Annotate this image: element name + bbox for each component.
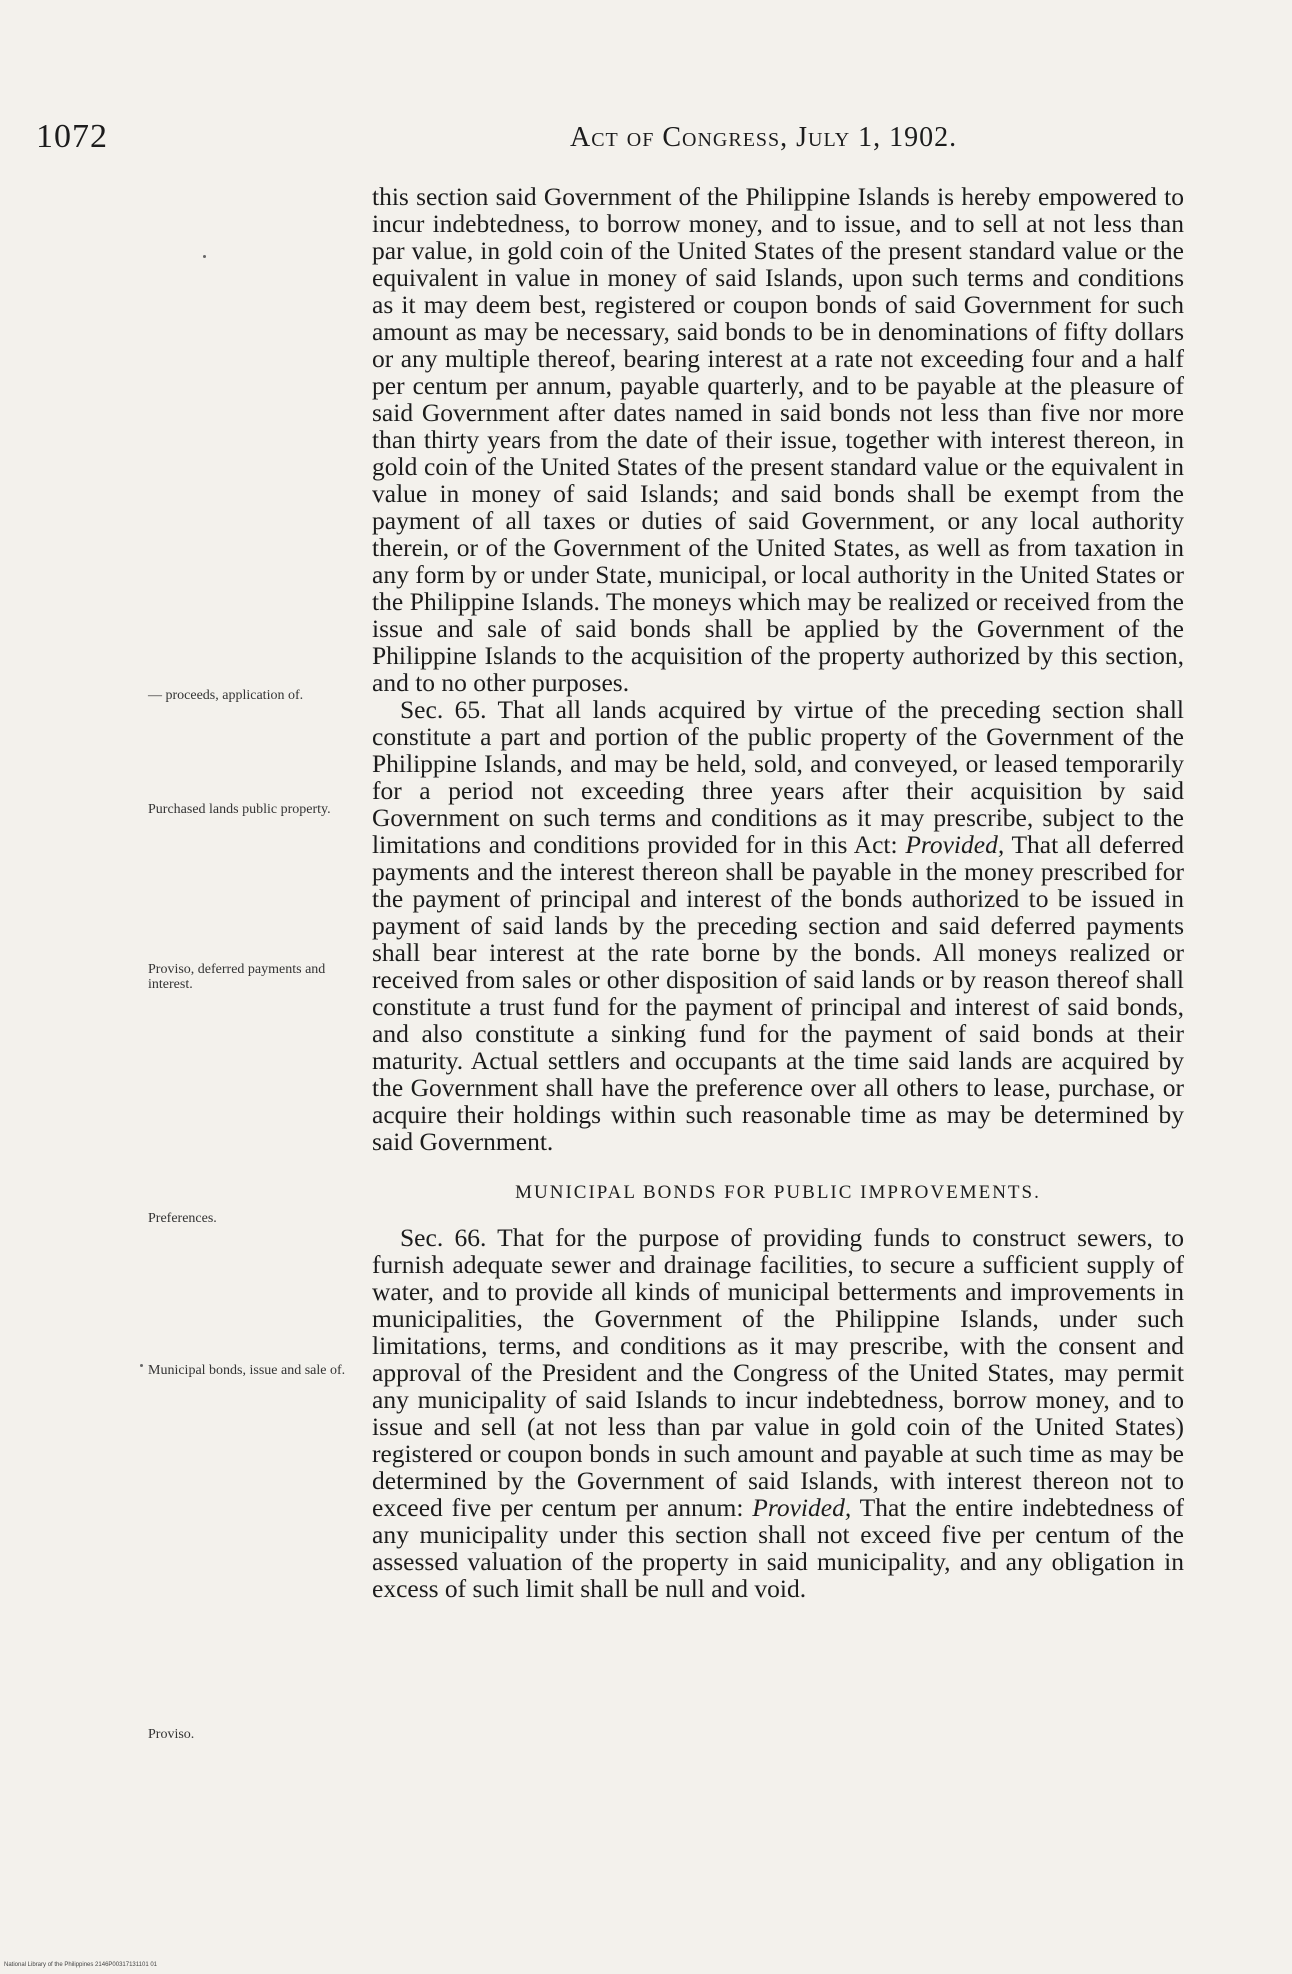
sec66-provided: Provided, [752,1493,852,1522]
margin-note-purchased-lands: Purchased lands public property. [148,802,331,817]
scan-footer-tag: National Library of the Philippines 2146P00317131101 01 [4,1962,158,1968]
paragraph-sec-65 [372,696,1184,1155]
margin-note-proviso: Proviso. [148,1727,195,1742]
margin-note-proceeds: — proceeds, application of. [148,688,304,703]
paragraph-continuation: this section said Government of the Philippine Islands is hereby empowered to incur indebtedness, to borrow money, and to issue, and to sell at not less than par value, in gold coin of the United States of the present standard value or the equivalent in value in money of said Islands, upon such terms and conditions as it may deem best, registered or coupon bonds of said Government for such amount as may be necessary, said bonds to be in denominations of fifty dollars or any multiple thereof, bearing interest at a rate not exceeding four and a half per centum per annum, payable quarterly, and to be payable at the pleasure of said Government after dates named in said bonds not less than five nor more than thirty years from the date of their issue, together with interest thereon, in gold coin of the United States of the present standard value or the equivalent in value in money of said Islands; and said bonds shall be exempt from the payment of all taxes or duties of said Government, or any local authority therein, or of the Government of the United States, as well as from taxation in any form by or under State, municipal, or local authority in the United States or the Philippine Islands. The moneys which may be realized or received from the issue and sale of said bonds shall be applied by the Government of the Philippine Islands to the acquisition of the property authorized by this section, and to no other purposes. [372,182,1184,697]
sec66-text-a: Sec. 66. That for the purpose of providing funds to construct sewers, to furnish adequate sewer and drainage facilities, to secure a sufficient supply of water, and to provide all kinds of municipal betterments and improvements in municipalities, the Government of the Philippine Islands, under such limitations, terms, and conditions as it may prescribe, with the consent and approval of the President and the Congress of the United States, may permit any municipality of said Islands to incur indebtedness, borrow money, and to issue and sell (at not less than par value in gold coin of the United States) registered or coupon bonds in such amount and payable at such time as may be determined by the Government of said Islands, with interest thereon not to exceed five per centum per annum: [372,1223,1184,1522]
margin-note-proviso-deferred: Proviso, deferred payments and interest. [148,962,326,992]
sec66-text-b: That the entire indebtedness of any municipality under this section shall not exceed five per centum of the assessed valuation of the property in said municipality, and any obligation in excess of such limit shall be null and void. [372,1493,1184,1603]
sec65-provided: Provided, [905,830,1005,859]
section-heading: MUNICIPAL BONDS FOR PUBLIC IMPROVEMENTS. [515,1182,1041,1203]
scan-speck [203,255,206,258]
sec65-text-b: That all deferred payments and the interest thereon shall be payable in the money prescribed for the payment of principal and interest of the bonds authorized to be issued in payment of said lands by the preceding section and said deferred payments shall bear interest at the rate borne by the bonds. All moneys realized or received from sales or other disposition of said lands or by reason thereof shall constitute a trust fund for the payment of principal and interest of said bonds, and also constitute a sinking fund for the payment of said bonds at their maturity. Actual settlers and occupants at the time said lands are acquired by the Government shall have the preference over all others to lease, purchase, or acquire their holdings within such reasonable time as may be determined by said Government. [372,830,1185,1156]
margin-note-preferences: Preferences. [148,1211,217,1226]
page-number: 1072 [36,118,108,155]
margin-note-municipal-bonds: Municipal bonds, issue and sale of. [148,1363,346,1378]
body-text [372,183,1184,1602]
sec65-text-a: Sec. 65. That all lands acquired by virtue of the preceding section shall constitute a part and portion of the public property of the Government of the Philippine Islands, and may be held, sold, and conveyed, or leased temporarily for a period not exceeding three years after their acquisition by said Government on such terms and conditions as it may prescribe, subject to the limitations and conditions provided for in this Act: [372,695,1184,859]
paragraph-sec-66 [372,1224,1184,1602]
running-head: Act of Congress, July 1, 1902. [570,122,958,153]
scan-speck [140,1364,143,1367]
